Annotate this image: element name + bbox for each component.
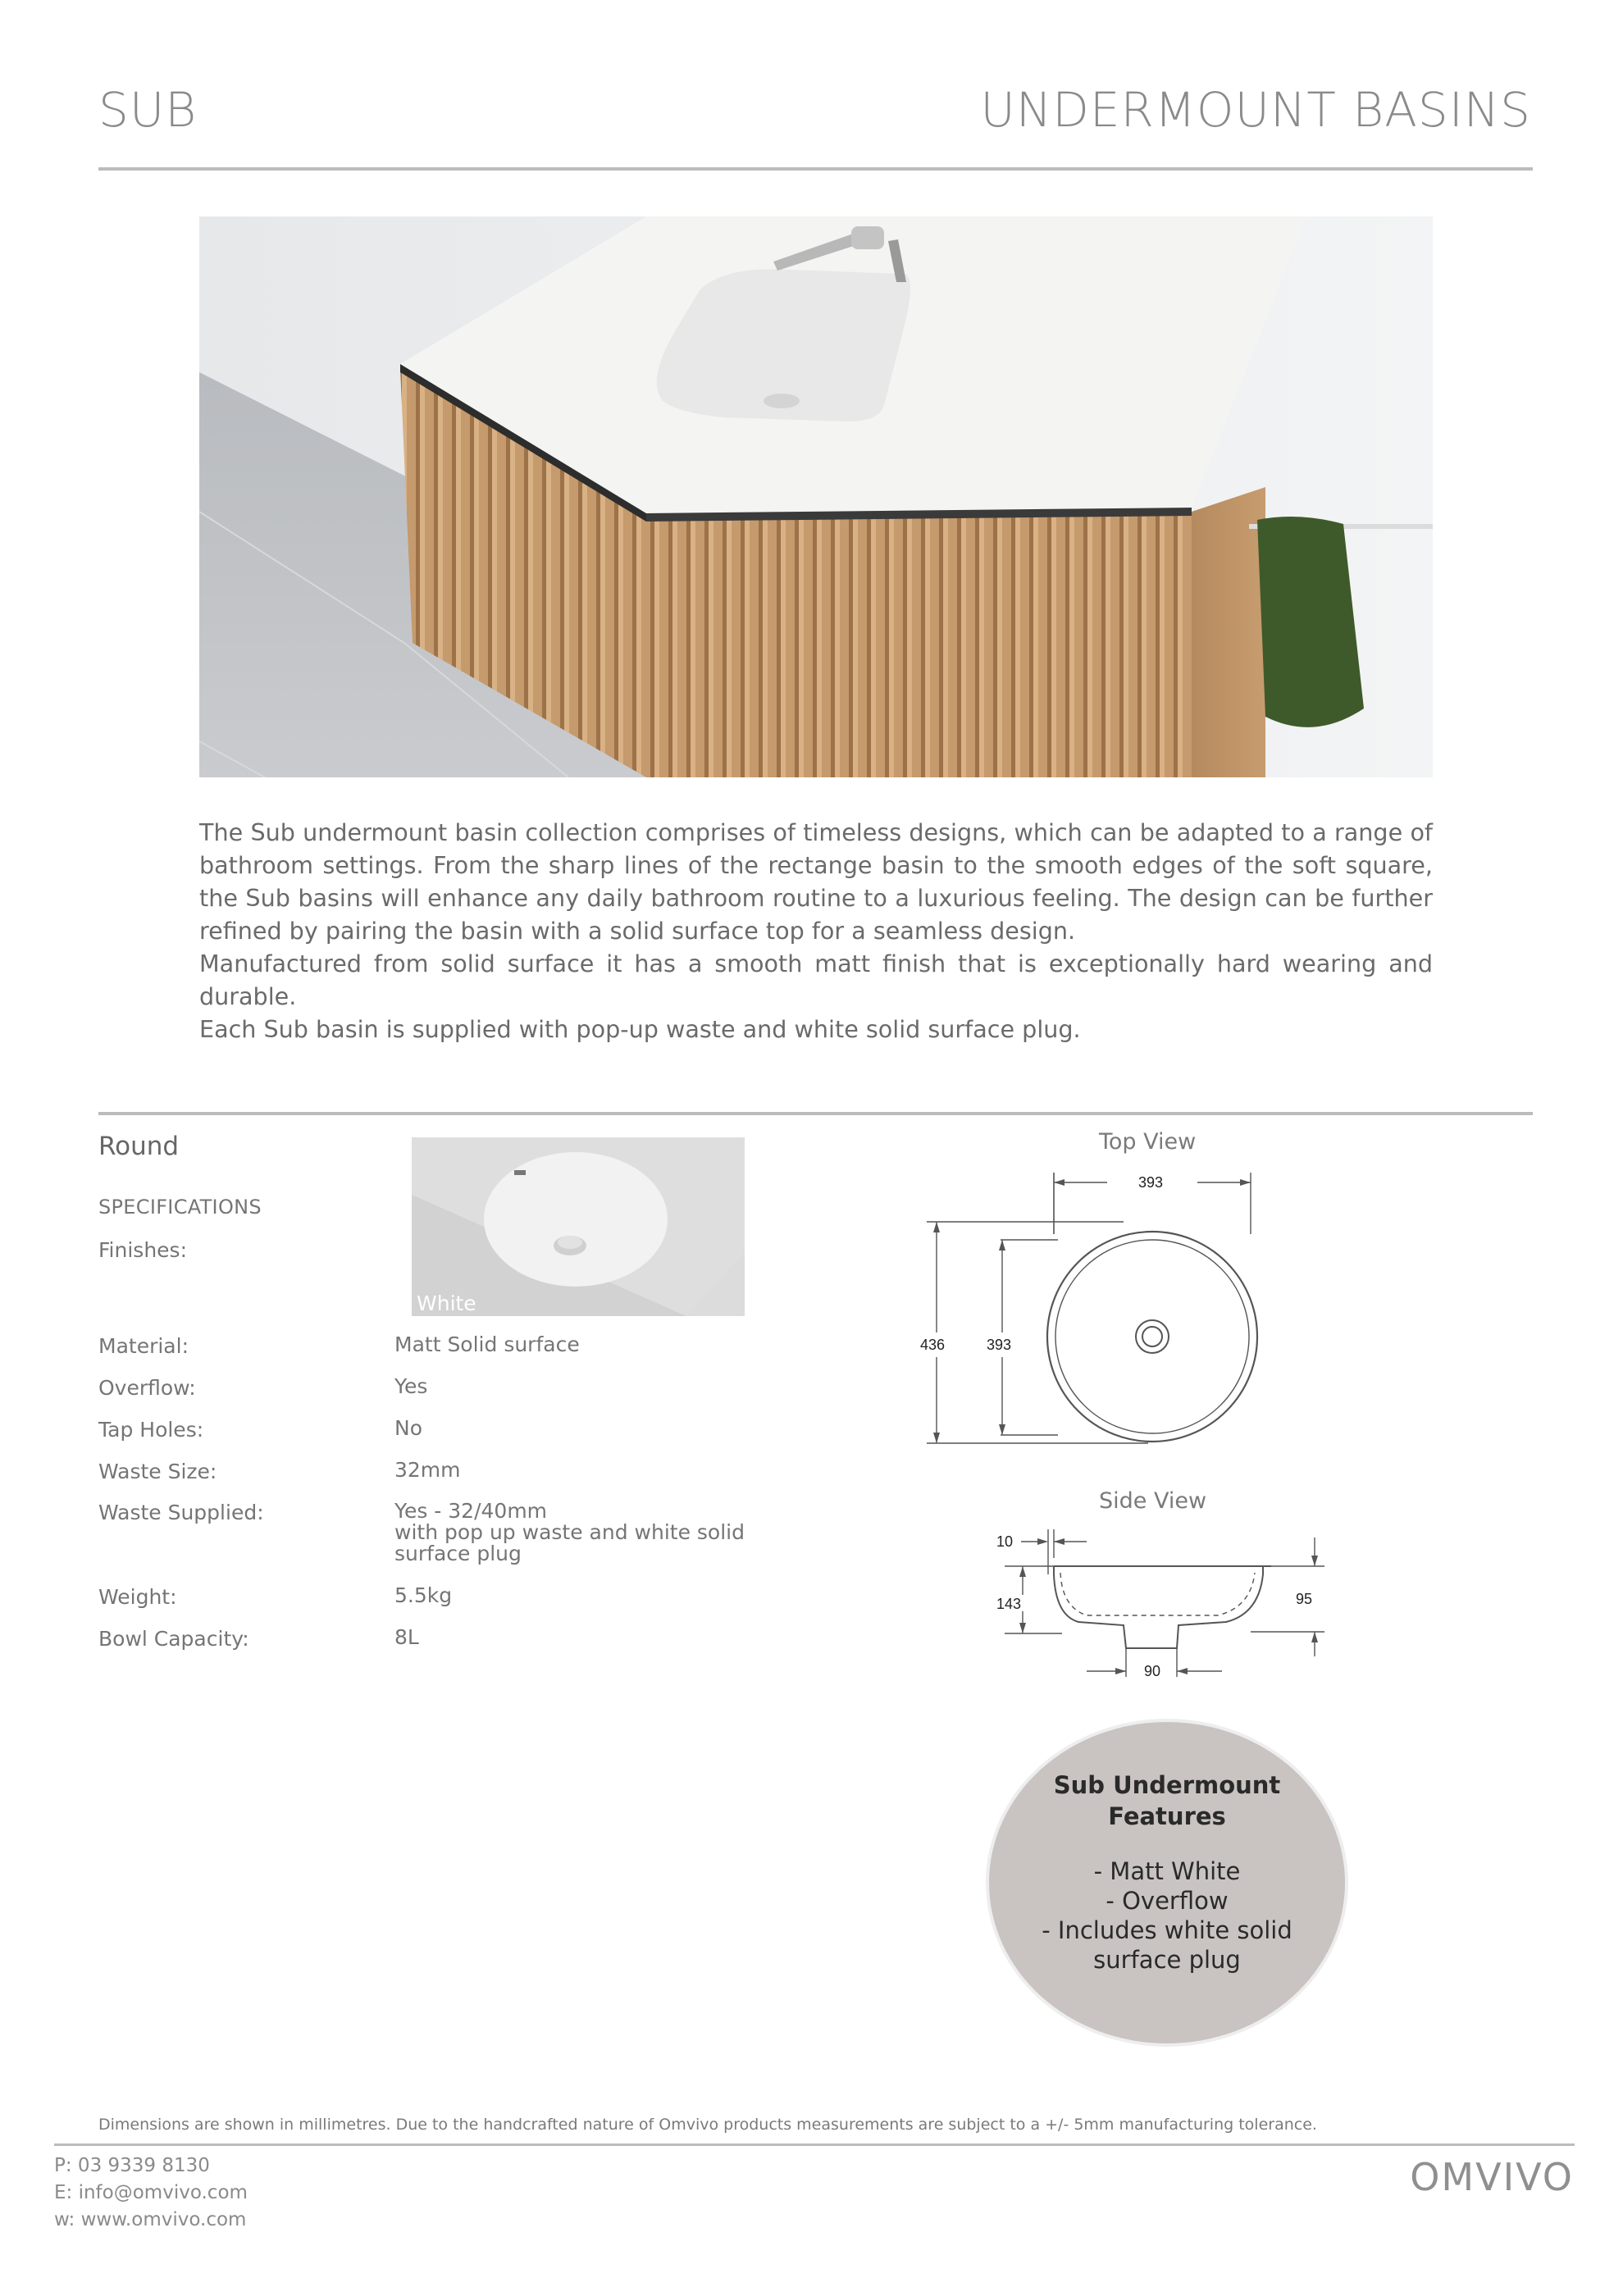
dimensions-disclaimer: Dimensions are shown in millimetres. Due to the handcrafted nature of Omvivo products measurements are subject to a +/- 5mm manufacturing tolerance. [98, 2116, 1317, 2134]
description-paragraph: The Sub undermount basin collection comprises of timeless designs, which can be adapted to a range of bathroom settings. From the sharp lines of the rectange basin to the smooth edges of the soft square, the Sub basins will enhance any daily bathroom routine to a luxurious feeling. The design can be further refined by pairing the basin with a solid surface top for a seamless design. [199, 818, 1433, 945]
description-paragraph: Each Sub basin is supplied with pop-up waste and white solid surface plug. [199, 1015, 1081, 1043]
top-view-width-label: 393 [1138, 1174, 1164, 1191]
feature-item: - Overflow [1106, 1887, 1229, 1915]
top-view-outer-height-label: 436 [920, 1337, 946, 1353]
finish-swatch [412, 1137, 745, 1316]
description-paragraph: Manufactured from solid surface it has a smooth matt finish that is exceptionally hard wearing and durable. [199, 950, 1433, 1010]
feature-item: - Includes white solid [1042, 1916, 1292, 1944]
contact-email: E: info@omvivo.com [54, 2182, 248, 2203]
feature-item: surface plug [1093, 1946, 1241, 1974]
spec-label-waste-supplied: Waste Supplied: [98, 1501, 264, 1524]
spec-value-waste-size: 32mm [394, 1458, 461, 1482]
features-callout [986, 1719, 1348, 2047]
spec-label-waste-size: Waste Size: [98, 1460, 217, 1483]
spec-value-overflow: Yes [394, 1374, 428, 1398]
features-title-line2: Features [1108, 1802, 1226, 1830]
top-view-drawing [910, 1164, 1353, 1460]
top-view-title: Top View [1099, 1129, 1197, 1155]
page-title-left: SUB [98, 82, 198, 138]
header-rule [98, 167, 1533, 171]
hero-product-photo [199, 216, 1433, 777]
side-view-title: Side View [1099, 1488, 1207, 1514]
spec-value-waste-supplied-line3: surface plug [394, 1542, 522, 1565]
spec-value-waste-supplied: Yes - 32/40mm [394, 1499, 548, 1523]
finish-swatch-label: White [417, 1292, 476, 1315]
footer-rule [54, 2143, 1575, 2146]
finishes-label: Finishes: [98, 1238, 187, 1262]
product-variant-title: Round [98, 1132, 180, 1161]
side-view-waste-label: 90 [1144, 1663, 1161, 1679]
spec-label-material: Material: [98, 1334, 189, 1358]
contact-web: w: www.omvivo.com [54, 2209, 247, 2230]
section-rule [98, 1112, 1533, 1115]
spec-label-tap-holes: Tap Holes: [98, 1418, 204, 1442]
spec-value-tap-holes: No [394, 1416, 422, 1440]
side-view-bowl-depth-label: 95 [1296, 1591, 1313, 1607]
spec-value-bowl-capacity: 8L [394, 1625, 419, 1649]
feature-item: - Matt White [1093, 1857, 1241, 1885]
top-view-inner-height-label: 393 [987, 1337, 1012, 1353]
side-view-drawing [988, 1525, 1333, 1689]
page-title-right: UNDERMOUNT BASINS [980, 82, 1531, 138]
specifications-heading: SPECIFICATIONS [98, 1196, 262, 1219]
spec-label-overflow: Overflow: [98, 1376, 196, 1400]
contact-phone: P: 03 9339 8130 [54, 2155, 210, 2176]
spec-value-weight: 5.5kg [394, 1583, 453, 1607]
omvivo-logo: OMVIVO [1410, 2155, 1574, 2199]
features-title-line1: Sub Undermount [1053, 1771, 1281, 1799]
side-view-height-label: 143 [996, 1596, 1022, 1612]
spec-label-weight: Weight: [98, 1585, 177, 1609]
side-view-rim-label: 10 [996, 1533, 1014, 1550]
product-description [199, 816, 1433, 1046]
spec-label-bowl-capacity: Bowl Capacity: [98, 1627, 249, 1651]
spec-value-material: Matt Solid surface [394, 1332, 580, 1356]
spec-value-waste-supplied-line2: with pop up waste and white solid [394, 1520, 745, 1544]
